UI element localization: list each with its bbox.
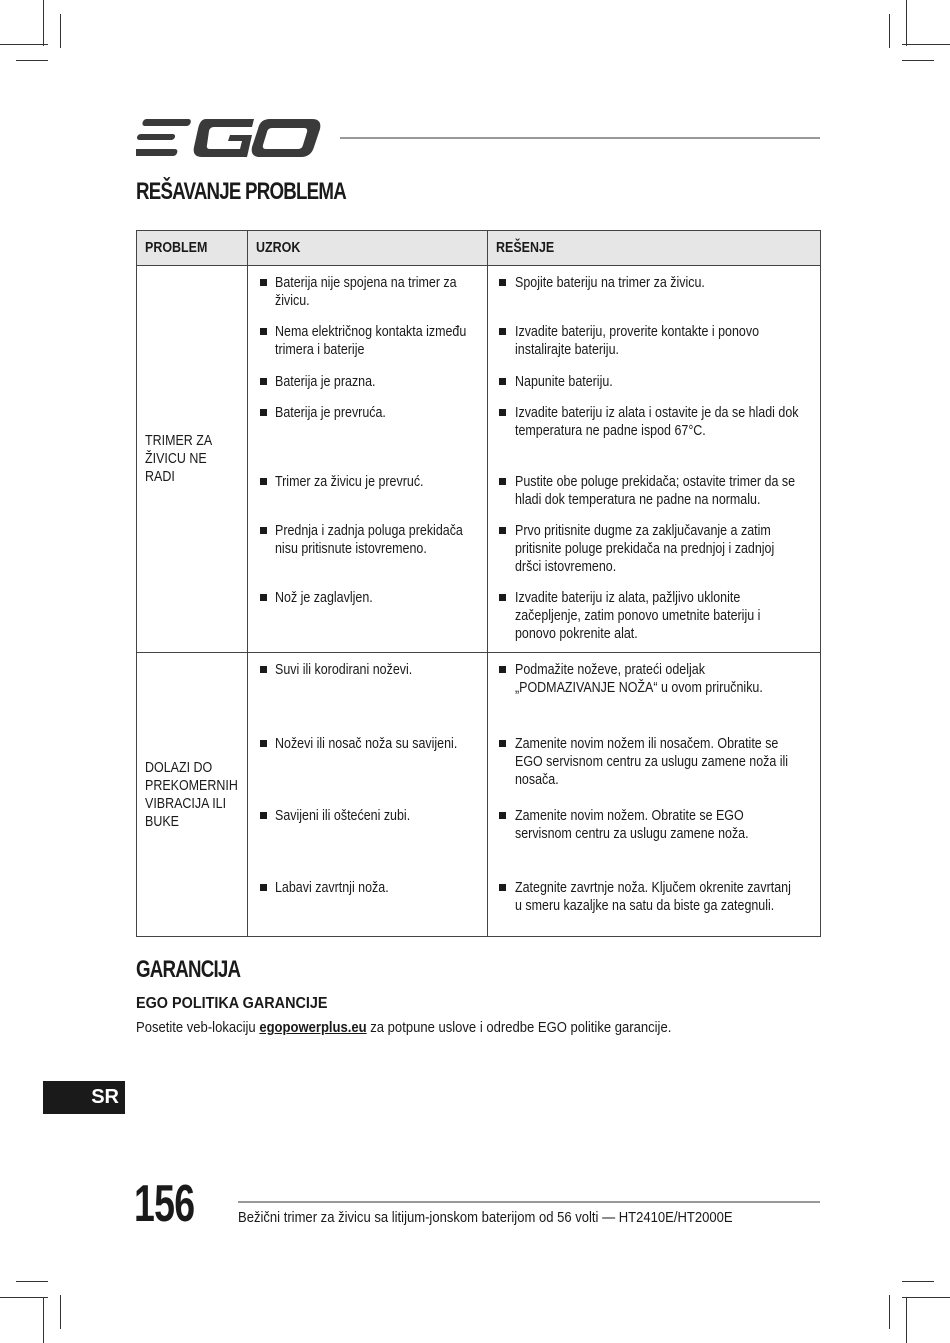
page-number: 156 <box>134 1175 195 1233</box>
crop-mark <box>0 44 48 45</box>
cause-cell <box>248 465 488 514</box>
bullet-icon <box>260 378 267 385</box>
cause-text: Noževi ili nosač noža su savijeni. <box>275 735 458 752</box>
crop-mark <box>43 1297 44 1343</box>
cause-text: Nema električnog kontakta između trimera i baterije <box>275 323 467 358</box>
cause-text: Nož je zaglavljen. <box>275 589 373 606</box>
bullet-icon <box>499 409 506 416</box>
bullet-icon <box>260 279 267 286</box>
footer-rule <box>238 1201 820 1203</box>
crop-mark <box>889 14 890 48</box>
bullet-icon <box>499 478 506 485</box>
crop-mark <box>906 1297 907 1343</box>
bullet-icon <box>260 409 267 416</box>
crop-mark <box>16 60 48 61</box>
solution-cell <box>488 465 821 514</box>
warranty-text <box>136 1020 671 1036</box>
cause-cell <box>248 727 488 799</box>
bullet-icon <box>260 740 267 747</box>
header-rule <box>340 137 820 139</box>
bullet-icon <box>260 884 267 891</box>
crop-mark <box>906 0 907 46</box>
bullet-icon <box>499 666 506 673</box>
warranty-subtitle: EGO POLITIKA GARANCIJE <box>136 995 328 1012</box>
cause-cell <box>248 581 488 653</box>
crop-mark <box>0 1297 48 1298</box>
solution-text: Podmažite noževe, prateći odeljak „PODMAZIVANJE NOŽA“ u ovom priručniku. <box>515 662 763 696</box>
solution-text: Pustite obe poluge prekidača; ostavite trimer da se hladi dok temperatura ne padne na normalu. <box>515 473 796 508</box>
page-title: REŠAVANJE PROBLEMA <box>136 178 346 205</box>
crop-mark <box>902 1297 950 1298</box>
solution-cell <box>488 581 821 653</box>
cause-text: Savijeni ili oštećeni zubi. <box>275 807 411 824</box>
cause-cell <box>248 266 488 315</box>
crop-mark <box>902 60 934 61</box>
bullet-icon <box>499 328 506 335</box>
cause-cell <box>248 365 488 396</box>
problem-cell <box>137 266 248 653</box>
warranty-text-before: Posetite veb-lokaciju <box>136 1020 260 1036</box>
crop-mark <box>60 1295 61 1329</box>
bullet-icon <box>260 527 267 534</box>
troubleshooting-table <box>136 230 821 937</box>
solution-text: Napunite bateriju. <box>515 373 613 390</box>
crop-mark <box>43 0 44 46</box>
cause-cell <box>248 799 488 871</box>
footer-text: Bežični trimer za živicu sa litijum-jonskom baterijom od 56 volti — HT2410E/HT2000E <box>238 1210 733 1226</box>
solution-cell <box>488 871 821 937</box>
cause-cell <box>248 315 488 365</box>
warranty-link[interactable]: egopowerplus.eu <box>259 1020 367 1036</box>
crop-mark <box>16 1281 48 1282</box>
warranty-text-after: za potpune uslove i odredbe EGO politike garancije. <box>366 1020 672 1036</box>
solution-cell <box>488 365 821 396</box>
solution-text: Spojite bateriju na trimer za živicu. <box>515 275 705 291</box>
header-solution: REŠENJE <box>488 231 821 266</box>
bullet-icon <box>499 812 506 819</box>
solution-cell <box>488 396 821 465</box>
language-tab: SR <box>43 1081 125 1114</box>
header-problem: PROBLEM <box>137 231 248 266</box>
cause-cell <box>248 514 488 581</box>
bullet-icon <box>260 594 267 601</box>
crop-mark <box>902 1281 934 1282</box>
cause-text: Baterija nije spojena na trimer za živicu. <box>275 275 457 309</box>
bullet-icon <box>260 666 267 673</box>
warranty-title: GARANCIJA <box>136 956 241 983</box>
bullet-icon <box>499 527 506 534</box>
bullet-icon <box>499 279 506 286</box>
bullet-icon <box>499 378 506 385</box>
cause-text: Labavi zavrtnji noža. <box>275 879 389 896</box>
cause-text: Baterija je prevruća. <box>275 404 386 421</box>
logo-text: EGO <box>136 117 139 118</box>
solution-cell <box>488 514 821 581</box>
cause-text: Baterija je prazna. <box>275 373 376 390</box>
solution-cell <box>488 266 821 315</box>
solution-text: Izvadite bateriju iz alata i ostavite je da se hladi dok temperatura ne padne ispod 67°C. <box>515 404 799 439</box>
cause-cell <box>248 396 488 465</box>
solution-text: Zamenite novim nožem. Obratite se EGO servisnom centru za uslugu zamene noža. <box>515 807 749 842</box>
bullet-icon <box>260 812 267 819</box>
cause-cell <box>248 653 488 727</box>
cause-text: Trimer za živicu je prevruć. <box>275 473 424 490</box>
cause-text: Prednja i zadnja poluga prekidača nisu pritisnute istovremeno. <box>275 522 463 557</box>
header-cause: UZROK <box>248 231 488 266</box>
solution-cell <box>488 315 821 365</box>
bullet-icon <box>260 478 267 485</box>
solution-cell <box>488 653 821 727</box>
cause-cell <box>248 871 488 937</box>
crop-mark <box>902 44 950 45</box>
solution-cell <box>488 799 821 871</box>
bullet-icon <box>499 884 506 891</box>
problem-label: TRIMER ZA ŽIVICU NE RADI <box>145 433 212 485</box>
bullet-icon <box>499 740 506 747</box>
ego-logo <box>136 117 322 159</box>
solution-text: Zamenite novim nožem ili nosačem. Obratite se EGO servisnom centru za uslugu zamene noža ili nosača. <box>515 735 789 788</box>
crop-mark <box>60 14 61 48</box>
crop-mark <box>889 1295 890 1329</box>
problem-label: DOLAZI DO PREKOMERNIH VIBRACIJA ILI BUKE <box>145 759 238 830</box>
bullet-icon <box>499 594 506 601</box>
cause-text: Suvi ili korodirani noževi. <box>275 662 413 678</box>
solution-text: Zategnite zavrtnje noža. Ključem okrenite zavrtanj u smeru kazaljke na satu da biste ga zategnuli. <box>515 879 791 914</box>
solution-text: Izvadite bateriju, proverite kontakte i ponovo instalirajte bateriju. <box>515 323 760 358</box>
table-row <box>137 266 821 315</box>
solution-text: Prvo pritisnite dugme za zaključavanje a zatim pritisnite poluge prekidača na prednjoj i zadnjoj dršci istovremeno. <box>515 522 775 575</box>
bullet-icon <box>260 328 267 335</box>
table-row <box>137 653 821 727</box>
solution-text: Izvadite bateriju iz alata, pažljivo uklonite začepljenje, zatim ponovo umetnite bateriju i ponovo pokrenite alat. <box>515 589 761 642</box>
problem-cell <box>137 653 248 937</box>
solution-cell <box>488 727 821 799</box>
